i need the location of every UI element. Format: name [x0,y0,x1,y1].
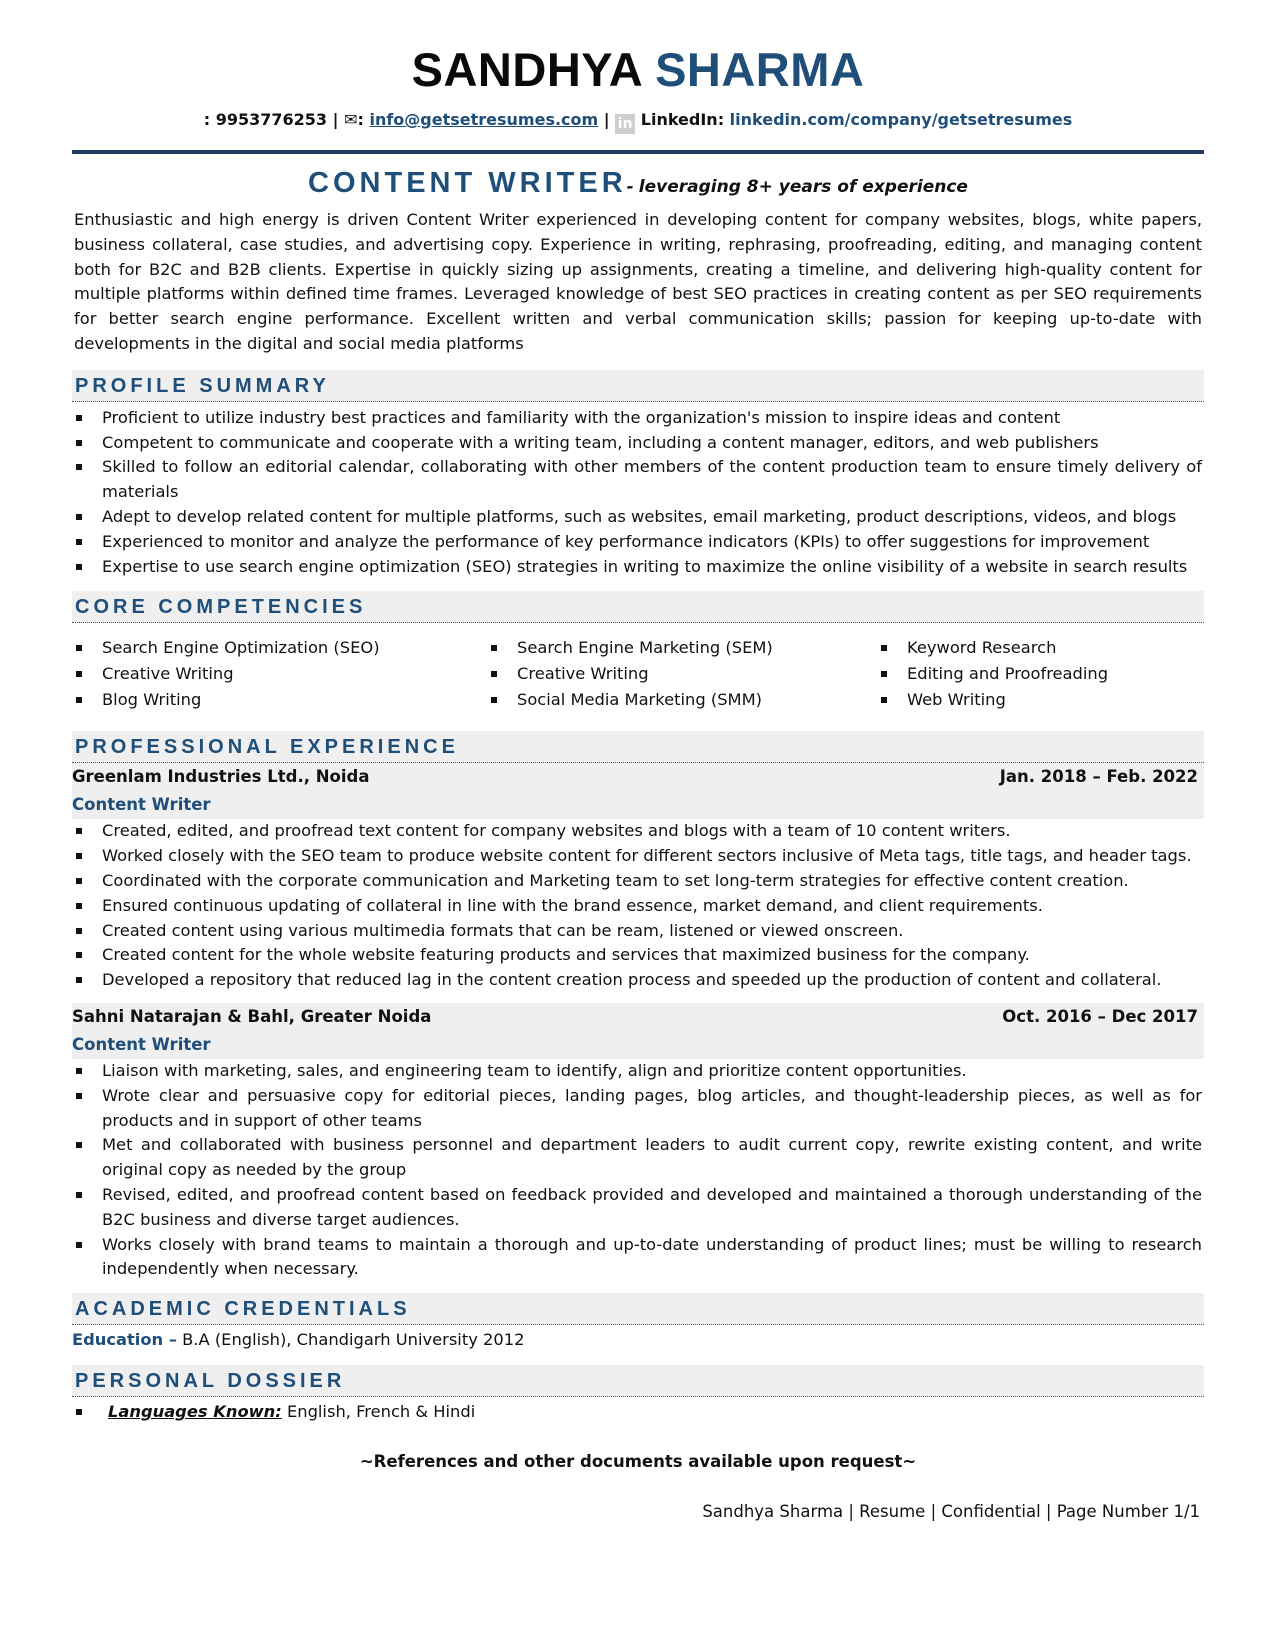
bullet-square [491,645,497,651]
candidate-name [72,40,1204,100]
list-item-text: Created, edited, and proofread text content for company websites and blogs with a team of 10 content writers. [102,821,1011,841]
competencies-column [72,635,487,713]
job-company-row [72,1003,1198,1031]
list-item [72,869,1204,894]
list-item [72,943,1204,968]
section-heading-professional-experience: PROFESSIONAL EXPERIENCE [72,731,1204,763]
list-item-text: Created content using various multimedia formats that can be ream, listened or viewed onscreen. [102,920,904,940]
email-label: : [357,110,364,129]
contact-separator: | [332,110,339,129]
list-item [72,819,1204,844]
list-item [72,1084,1204,1134]
list-item [72,505,1204,530]
list-item-text: Skilled to follow an editorial calendar, collaborating with other members of the content production team to ensure timely delivery of materials [102,457,1202,502]
list-item [72,1233,1204,1283]
education-entry [72,1327,1204,1353]
bullet-square [76,697,82,703]
list-item [72,687,487,713]
list-item-text: Competent to communicate and cooperate with a writing team, including a content manager, editors, and web publishers [102,432,1099,452]
summary-paragraph: Enthusiastic and high energy is driven Content Writer experienced in developing content for company websites, blogs, white papers, business collateral, case studies, and advertising copy. Experience in writing, rephrasing, proofreading, editing, and managing content both for B2C and B2B clients. Expertise in quickly sizing up assignments, creating a timeline, and delivering high-quality content for multiple platforms within defined time frames. Leveraged knowledge of best SEO practices in creating content as per SEO requirements for better search engine performance. Excellent written and verbal communication skills; passion for keeping up-to-date with developments in the digital and social media platforms [74,210,1202,353]
list-item [72,530,1204,555]
list-item-text: Worked closely with the SEO team to produce website content for different sectors inclusive of Meta tags, title tags, and header tags. [102,846,1192,866]
list-item-text: Developed a repository that reduced lag in the content creation process and speeded up the production of content and collateral. [102,970,1162,990]
list-item-text: Creative Writing [517,664,649,684]
list-item-text: Revised, edited, and proofread content based on feedback provided and developed and maintained a thorough understanding of the B2C business and diverse target audiences. [102,1184,1202,1229]
company-name: Greenlam Industries Ltd., Noida [72,767,370,787]
competencies-column [487,635,877,713]
list-item-text: Experienced to monitor and analyze the performance of key performance indicators (KPIs) to offer suggestions for improvement [102,531,1150,551]
linkedin-icon: in [615,114,635,134]
section-heading-core-competencies: CORE COMPETENCIES [72,591,1204,623]
last-name: SHARMA [655,43,865,96]
list-item-text: Expertise to use search engine optimization (SEO) strategies in writing to maximize the online visibility of a website in search results [102,556,1188,576]
list-item [72,968,1204,993]
bullet-square [76,415,82,421]
page-footer: Sandhya Sharma | Resume | Confidential | Page Number 1/1 [702,1502,1200,1522]
phone-number: 9953776253 [215,110,328,129]
contact-separator: | [603,110,610,129]
bullet-square [491,671,497,677]
section-heading-profile-summary: PROFILE SUMMARY [72,370,1204,402]
bullet-square [491,697,497,703]
competencies-grid [72,635,1204,713]
list-item-text: Works closely with brand teams to maintain a thorough and up-to-date understanding of product lines; must be willing to research independently when necessary. [102,1234,1202,1279]
list-item [72,844,1204,869]
bullet-square [76,1409,82,1415]
phone-label: : [203,110,211,129]
list-item-text: Search Engine Optimization (SEO) [102,638,380,658]
job-role: Content Writer [72,795,211,815]
profile-summary-list [72,406,1204,580]
languages-item [72,1399,1204,1425]
bullet-square [881,697,887,703]
bullet-square [76,671,82,677]
job-duties-list [72,819,1204,993]
list-item [72,1183,1204,1233]
bullet-square [76,440,82,446]
list-item [877,635,1204,661]
bullet-square [76,645,82,651]
list-item [72,894,1204,919]
list-item-text: Creative Writing [102,664,234,684]
list-item-text: Liaison with marketing, sales, and engineering team to identify, align and prioritize content opportunities. [102,1060,967,1080]
list-item [877,687,1204,713]
bullet-square [76,564,82,570]
references-note: ~References and other documents available upon request~ [359,1452,917,1472]
list-item-text: Editing and Proofreading [907,664,1109,684]
list-item [72,431,1204,456]
bullet-square [76,1142,82,1148]
bullet-square [76,1192,82,1198]
company-name: Sahni Natarajan & Bahl, Greater Noida [72,1006,432,1026]
dossier-list [72,1399,1204,1425]
competencies-column [877,635,1204,713]
job-entry [72,763,1204,993]
bullet-square [76,928,82,934]
job-header [72,1003,1204,1059]
list-item-text: Social Media Marketing (SMM) [517,690,762,710]
bullet-square [76,903,82,909]
job-duties-list [72,1059,1204,1282]
list-item-text: Ensured continuous updating of collateral in line with the brand essence, market demand, and client requirements. [102,895,1043,915]
list-item-text: Adept to develop related content for multiple platforms, such as websites, email marketing, product descriptions, videos, and blogs [102,506,1177,526]
list-item-text: Met and collaborated with business personnel and department leaders to audit current copy, rewrite existing content, and write original copy as needed by the group [102,1135,1202,1180]
list-item-text: Web Writing [907,690,1006,710]
list-item [72,1133,1204,1183]
bullet-square [76,977,82,983]
resume-page [72,0,1204,1525]
list-item-text: Created content for the whole website featuring products and services that maximized business for the company. [102,945,1030,965]
bullet-square [76,828,82,834]
bullet-square [76,514,82,520]
education-value: B.A (English), Chandigarh University 2012 [182,1330,525,1350]
bullet-square [76,878,82,884]
list-item [487,635,877,661]
job-dates: Jan. 2018 – Feb. 2022 [999,767,1198,787]
job-company-row [72,763,1198,791]
list-item [487,687,877,713]
list-item [72,555,1204,580]
list-item-text: Keyword Research [907,638,1057,658]
bullet-square [881,671,887,677]
job-title: CONTENT WRITER [308,167,627,199]
first-name: SANDHYA [411,43,642,96]
header-divider [72,150,1204,154]
bullet-square [76,539,82,545]
bullet-square [881,645,887,651]
list-item [72,455,1204,505]
languages-label: Languages Known: [108,1402,282,1422]
list-item-text: Search Engine Marketing (SEM) [517,638,773,658]
list-item [72,406,1204,431]
bullet-square [76,952,82,958]
bullet-square [76,1068,82,1074]
bullet-square [76,464,82,470]
list-item-text: Coordinated with the corporate communication and Marketing team to set long-term strategies for effective content creation. [102,870,1129,890]
section-heading-personal-dossier: PERSONAL DOSSIER [72,1365,1204,1397]
linkedin-label: LinkedIn: [640,110,725,129]
contact-line [72,108,1204,134]
email-icon: ✉ [344,110,358,129]
experience-list [72,763,1204,1282]
section-heading-academic-credentials: ACADEMIC CREDENTIALS [72,1293,1204,1325]
list-item-text: Wrote clear and persuasive copy for editorial pieces, landing pages, blog articles, and thought-leadership pieces, as well as for products and in support of other teams [102,1085,1202,1130]
job-role: Content Writer [72,1034,211,1054]
headline [72,166,1204,204]
email-link[interactable]: info@getsetresumes.com [369,110,599,129]
bullet-square [76,1093,82,1099]
bullet-square [76,853,82,859]
job-dates: Oct. 2016 – Dec 2017 [1002,1006,1198,1026]
languages-value: English, French & Hindi [286,1402,476,1422]
list-item [877,661,1204,687]
list-item [72,1059,1204,1084]
list-item [487,661,877,687]
linkedin-link[interactable]: linkedin.com/company/getsetresumes [729,110,1073,129]
list-item [72,661,487,687]
education-label: Education – [72,1330,177,1350]
list-item-text: Proficient to utilize industry best practices and familiarity with the organization's mission to inspire ideas and content [102,407,1061,427]
headline-dash: - [626,177,634,197]
job-entry [72,1003,1204,1282]
list-item [72,919,1204,944]
job-header [72,763,1204,819]
list-item [72,635,487,661]
list-item-text: Blog Writing [102,690,202,710]
bullet-square [76,1242,82,1248]
headline-tagline: leveraging 8+ years of experience [638,177,968,197]
